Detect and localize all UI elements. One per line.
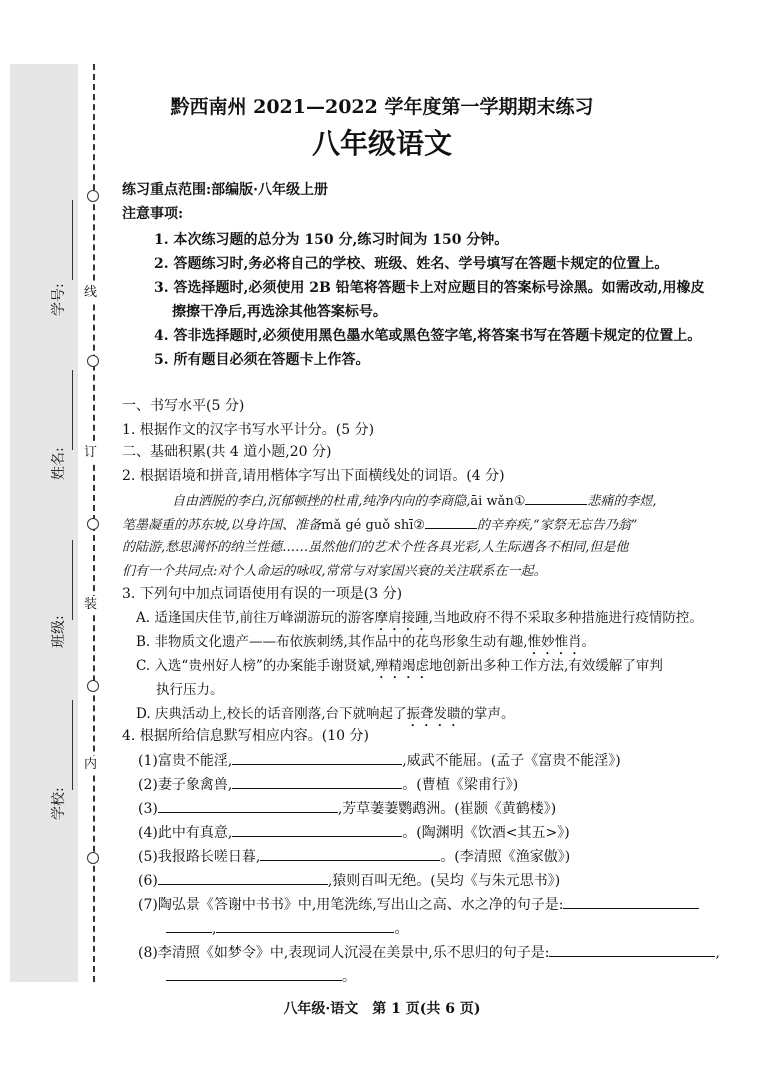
question-1: 1. 根据作文的汉字书写水平计分。(5 分) (122, 422, 375, 438)
question-4-stem: 4. 根据所给信息默写相应内容。(10 分) (122, 728, 369, 744)
answer-blank[interactable] (166, 918, 212, 933)
q4-item: (6) ,猿则百叫无绝。(吴均《与朱元思书》) (138, 870, 560, 891)
q2-passage-line: 的陆游,愁思满怀的纳兰性德……虽然他们的艺术个性各具光彩,人生际遇各不相同,但是他 (122, 540, 629, 555)
notes-title: 注意事项: (122, 206, 184, 222)
school-field[interactable] (72, 700, 73, 790)
binding-hole (87, 190, 99, 202)
q2-passage-line: 笔墨凝重的苏东坡,以身许国、准备mǎ gé guǒ shī② 的辛弃疾,“家祭无忘告乃翁” (122, 514, 637, 536)
student-id-field[interactable] (72, 200, 73, 280)
binding-hole (87, 355, 99, 367)
q4-item: (4)此中有真意, 。(陶渊明《饮酒<其五>》) (138, 822, 570, 843)
question-3-stem: 3. 下列句中加点词语使用有误的一项是(3 分) (122, 586, 403, 602)
answer-blank[interactable] (563, 894, 699, 909)
name-label: 姓名: (51, 447, 67, 480)
binding-hole (87, 680, 99, 692)
pinyin-1: āi wǎn (470, 494, 514, 509)
q3-option-c-cont: 执行压力。 (156, 682, 224, 698)
name-field[interactable] (72, 370, 73, 450)
q2-passage-line: 自由洒脱的李白,沉郁顿挫的杜甫,纯净内向的李商隐,āi wǎn① 悲痛的李煜, (172, 490, 657, 512)
note-item: 2. 答题练习时,务必将自己的学校、班级、姓名、学号填写在答题卡规定的位置上。 (154, 256, 669, 272)
q4-item-8-cont: 。 (166, 966, 356, 987)
q3-option-b[interactable]: B. 非物质文化遗产——布依族刺绣,其作品中的花鸟形象生动有趣,惟妙惟肖。 (136, 634, 596, 650)
q4-item-7-cont: , 。 (166, 918, 408, 939)
answer-blank[interactable] (232, 750, 402, 765)
q4-item: (5)我报路长嗟日暮, 。(李清照《渔家傲》) (138, 846, 570, 867)
binding-margin (10, 64, 78, 982)
q2-passage-line: 们有一个共同点:对个人命运的咏叹,常常与对家国兴衰的关注联系在一起。 (122, 564, 547, 579)
page-footer: 八年级·语文 第 1 页(共 6 页) (283, 1001, 481, 1017)
q4-item: (1)富贵不能淫, ,威武不能屈。(孟子《富贵不能淫》) (138, 750, 621, 771)
binding-hole (87, 852, 99, 864)
answer-blank[interactable] (260, 846, 440, 861)
student-id-label: 学号: (51, 283, 67, 316)
section-heading: 二、基础积累(共 4 道小题,20 分) (122, 444, 332, 460)
answer-blank[interactable] (549, 942, 715, 957)
cut-word: 装 (84, 597, 98, 612)
class-label: 班级: (51, 615, 67, 648)
binding-hole (87, 518, 99, 530)
answer-blank[interactable] (158, 870, 328, 885)
exam-subject: 八年级语文 (311, 127, 452, 160)
q3-option-c[interactable]: C. 入选“贵州好人榜”的办案能手谢贤斌,殚精竭虑地创新出多种工作方法,有效缓解了审判 (136, 658, 663, 674)
note-item: 3. 答选择题时,必须使用 2B 铅笔将答题卡上对应题目的答案标号涂黑。如需改动,用橡皮 (154, 280, 705, 296)
answer-blank[interactable] (232, 774, 402, 789)
note-item-cont: 擦擦干净后,再选涂其他答案标号。 (172, 304, 387, 320)
cut-word: 线 (84, 285, 98, 300)
answer-blank[interactable] (216, 918, 394, 933)
q3-option-d[interactable]: D. 庆典活动上,校长的话音刚落,台下就响起了振聋发聩的掌声。 (136, 706, 515, 722)
answer-blank[interactable] (525, 490, 587, 505)
pinyin-2: mǎ gé guǒ shī (321, 518, 414, 533)
school-label: 学校: (51, 787, 67, 820)
q3-option-a[interactable]: A. 适逢国庆佳节,前往万峰湖游玩的游客摩肩接踵,当地政府不得不采取多种措施进行疫情防控。 (136, 610, 703, 626)
scope-line: 练习重点范围:部编版·八年级上册 (122, 182, 329, 198)
blank-number: ① (513, 494, 526, 509)
note-item: 1. 本次练习题的总分为 150 分,练习时间为 150 分钟。 (154, 232, 509, 248)
note-item: 5. 所有题目必须在答题卡上作答。 (154, 352, 370, 368)
q4-item-7: (7)陶弘景《答谢中书书》中,用笔洗练,写出山之高、水之净的句子是: (138, 894, 699, 915)
answer-blank[interactable] (166, 966, 342, 981)
section-heading: 一、书写水平(5 分) (122, 398, 245, 414)
q4-item-8: (8)李清照《如梦令》中,表现词人沉浸在美景中,乐不思归的句子是: , (138, 942, 720, 963)
answer-blank[interactable] (158, 798, 338, 813)
cut-word: 订 (84, 445, 98, 460)
note-item: 4. 答非选择题时,必须使用黑色墨水笔或黑色签字笔,将答案书写在答题卡规定的位置上。 (154, 328, 702, 344)
blank-number: ② (413, 518, 426, 533)
question-2-stem: 2. 根据语境和拼音,请用楷体字写出下面横线处的词语。(4 分) (122, 468, 505, 484)
class-field[interactable] (72, 540, 73, 620)
answer-blank[interactable] (425, 514, 477, 529)
cut-word: 内 (84, 757, 98, 772)
exam-title: 黔西南州 2021—2022 学年度第一学期期末练习 (170, 96, 594, 118)
q4-item: (3) ,芳草萋萋鹦鹉洲。(崔颢《黄鹤楼》) (138, 798, 556, 819)
q4-item: (2)妻子象禽兽, 。(曹植《梁甫行》) (138, 774, 518, 795)
answer-blank[interactable] (232, 822, 402, 837)
